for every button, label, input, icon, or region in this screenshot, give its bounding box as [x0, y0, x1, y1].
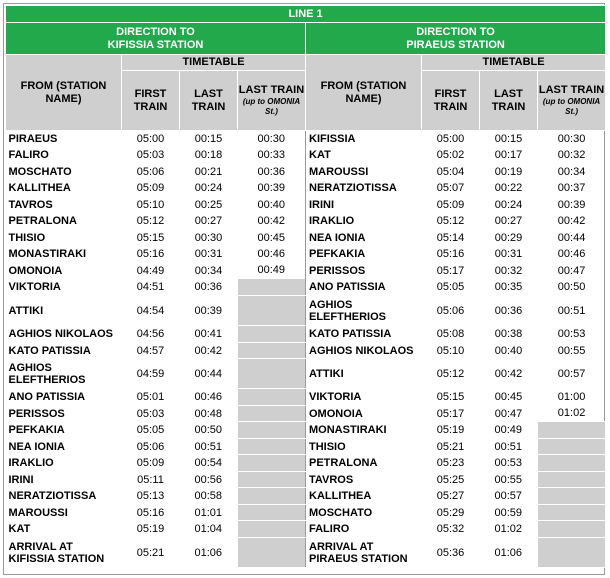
first-train-time: 04:54 — [136, 304, 165, 317]
last-train-time: 00:42 — [194, 344, 223, 357]
no-service-cell — [238, 538, 306, 568]
table-row — [6, 389, 606, 406]
last-train-header: LAST TRAIN — [480, 71, 538, 131]
table-row — [6, 164, 606, 180]
from-station-header: FROM (STATION NAME) — [306, 55, 422, 131]
last-train-time: 00:30 — [194, 231, 223, 244]
first-train-time: 05:16 — [136, 248, 165, 260]
first-train-time: 05:05 — [436, 281, 465, 293]
last-train-omonia-note: (up to OMONIA St.) — [242, 97, 301, 116]
station-name: OMONOIA — [309, 407, 363, 420]
last-train-time: 01:06 — [194, 546, 223, 559]
last-train-time: 00:22 — [494, 182, 523, 194]
table-row — [6, 455, 606, 472]
last-train-time: 00:46 — [194, 391, 223, 403]
last-train-time: 00:49 — [494, 424, 523, 436]
table-row — [6, 439, 606, 455]
first-train-time: 05:09 — [436, 198, 465, 211]
last-train-omonia-header — [238, 71, 306, 131]
timetable-header: TIMETABLE — [122, 55, 306, 71]
last-train-time: 00:51 — [194, 440, 223, 453]
last-train-time: 00:54 — [194, 457, 223, 469]
no-service-cell — [538, 538, 606, 568]
last-train-time: 00:50 — [194, 424, 223, 436]
table-row — [6, 263, 606, 279]
table-row — [6, 538, 606, 568]
first-train-time: 05:12 — [436, 215, 465, 227]
station-name: NERATZIOTISSA — [309, 182, 397, 194]
timetable-table — [5, 5, 606, 568]
last-train-omonia-time: 01:02 — [557, 407, 586, 420]
table-row — [6, 406, 606, 422]
first-train-time: 05:06 — [436, 304, 465, 317]
station-name: IRAKLIO — [8, 457, 54, 469]
station-name: FALIRO — [8, 149, 49, 161]
last-train-time: 00:36 — [494, 304, 523, 317]
station-name: ARRIVAL AT PIRAEUS STATION — [309, 540, 408, 565]
first-train-time: 05:16 — [436, 248, 465, 260]
last-train-time: 01:02 — [494, 523, 523, 535]
last-train-omonia-time: 00:47 — [557, 264, 586, 277]
last-train-time: 00:42 — [494, 367, 523, 380]
first-train-time: 05:05 — [136, 424, 165, 436]
station-name: ARRIVAL AT KIFISSIA STATION — [8, 540, 105, 565]
first-train-time: 05:06 — [136, 165, 165, 178]
last-train-omonia-time: 00:42 — [557, 215, 586, 227]
no-service-cell — [538, 505, 606, 521]
no-service-cell — [238, 472, 306, 488]
last-train-time: 00:38 — [494, 328, 523, 340]
last-train-time: 00:31 — [194, 248, 223, 260]
last-train-omonia-time: 00:40 — [238, 197, 306, 213]
table-row — [6, 422, 606, 439]
last-train-time: 00:39 — [194, 304, 223, 317]
last-train-time: 00:18 — [194, 149, 223, 161]
no-service-cell — [238, 279, 306, 296]
first-train-time: 05:14 — [436, 231, 465, 244]
first-train-header: FIRST TRAIN — [122, 71, 180, 131]
last-train-omonia-time: 00:34 — [557, 165, 586, 178]
last-train-omonia-time: 00:50 — [557, 281, 586, 293]
first-train-time: 05:16 — [136, 506, 165, 519]
station-name: KAT — [8, 523, 31, 535]
no-service-cell — [538, 472, 606, 488]
first-train-time: 05:21 — [136, 546, 165, 559]
station-name: THISIO — [309, 440, 346, 453]
first-train-time: 05:21 — [436, 440, 465, 453]
last-train-omonia-title: LAST TRAIN — [538, 84, 605, 96]
station-name: FALIRO — [309, 523, 350, 535]
direction-kifissia-title — [6, 23, 306, 55]
station-name: NERATZIOTISSA — [8, 490, 97, 502]
table-row — [6, 505, 606, 521]
station-name: OMONOIA — [8, 264, 63, 277]
direction-kifissia-line2: KIFISSIA STATION — [107, 38, 204, 51]
last-train-time: 00:34 — [194, 264, 223, 277]
table-row — [6, 521, 606, 538]
last-train-omonia-time: 00:55 — [557, 344, 586, 357]
line-title: LINE 1 — [6, 6, 606, 23]
table-row — [6, 488, 606, 505]
last-train-time: 00:41 — [194, 328, 223, 340]
last-train-omonia-time: 00:53 — [557, 328, 586, 340]
station-name: ATTIKI — [309, 367, 344, 380]
last-train-time: 00:51 — [494, 440, 523, 453]
last-train-omonia-time: 00:30 — [557, 132, 586, 145]
station-name: VIKTORIA — [309, 391, 362, 403]
last-train-time: 00:45 — [494, 391, 523, 403]
last-train-time: 00:53 — [494, 457, 523, 469]
station-name: PEFKAKIA — [309, 248, 366, 260]
last-train-time: 00:27 — [194, 215, 223, 227]
station-name: ANO PATISSIA — [309, 281, 386, 293]
station-name: PETRALONA — [309, 457, 378, 469]
first-train-time: 05:09 — [136, 182, 165, 194]
station-name: IRINI — [8, 473, 34, 486]
last-train-time: 00:40 — [494, 344, 523, 357]
no-service-cell — [238, 521, 306, 538]
first-train-time: 05:32 — [436, 523, 465, 535]
station-name: MAROUSSI — [8, 506, 68, 519]
station-name: ATTIKI — [8, 304, 44, 317]
last-train-time: 00:55 — [494, 473, 523, 486]
last-train-time: 00:36 — [194, 281, 223, 293]
no-service-cell — [538, 488, 606, 505]
table-row — [6, 197, 606, 213]
station-name: NEA IONIA — [8, 440, 65, 453]
last-train-time: 00:21 — [194, 165, 223, 178]
table-row — [6, 279, 606, 296]
timetable-body — [6, 131, 606, 568]
direction-piraeus-line2: PIRAEUS STATION — [406, 38, 505, 51]
no-service-cell — [238, 505, 306, 521]
last-train-time: 00:29 — [494, 231, 523, 244]
last-train-time: 00:48 — [194, 407, 223, 420]
first-train-time: 05:36 — [436, 546, 465, 559]
station-name: NEA IONIA — [309, 231, 366, 244]
table-row — [6, 147, 606, 164]
last-train-omonia-header — [538, 71, 606, 131]
first-train-time: 05:27 — [436, 490, 465, 502]
no-service-cell — [238, 296, 306, 326]
station-name: MAROUSSI — [309, 165, 369, 178]
first-train-time: 05:04 — [436, 165, 465, 178]
last-train-omonia-time: 00:57 — [557, 367, 586, 380]
last-train-omonia-time: 00:46 — [557, 248, 586, 260]
last-train-time: 01:01 — [194, 506, 223, 519]
last-train-time: 00:15 — [194, 132, 223, 145]
first-train-time: 05:19 — [436, 424, 465, 436]
no-service-cell — [238, 406, 306, 422]
station-name: PETRALONA — [8, 215, 77, 227]
station-name: TAVROS — [309, 473, 354, 486]
station-name: KAT — [309, 149, 331, 161]
first-train-time: 05:03 — [136, 149, 165, 161]
first-train-time: 05:11 — [137, 473, 164, 486]
first-train-time: 05:13 — [136, 490, 165, 502]
last-train-omonia-time: 00:32 — [557, 149, 586, 161]
first-train-time: 05:08 — [436, 328, 465, 340]
table-row — [6, 180, 606, 197]
last-train-omonia-time: 00:51 — [557, 304, 586, 317]
last-train-time: 00:56 — [194, 473, 223, 486]
no-service-cell — [538, 439, 606, 455]
first-train-time: 04:56 — [136, 328, 165, 340]
first-train-header: FIRST TRAIN — [422, 71, 480, 131]
last-train-time: 00:59 — [494, 506, 523, 519]
first-train-time: 05:03 — [136, 407, 165, 420]
no-service-cell — [238, 359, 306, 389]
last-train-time: 00:58 — [194, 490, 223, 502]
last-train-omonia-time: 00:49 — [238, 263, 306, 279]
last-train-omonia-time: 01:00 — [557, 391, 586, 403]
first-train-time: 05:06 — [136, 440, 165, 453]
no-service-cell — [238, 389, 306, 406]
last-train-time: 00:24 — [494, 198, 523, 211]
station-name: KIFISSIA — [309, 132, 356, 145]
first-train-time: 05:07 — [436, 182, 465, 194]
first-train-time: 05:15 — [136, 231, 165, 244]
table-row — [6, 213, 606, 230]
last-train-omonia-time: 00:30 — [238, 131, 306, 147]
station-name: IRINI — [309, 198, 335, 211]
last-train-omonia-time: 00:39 — [557, 198, 586, 211]
direction-piraeus-title — [306, 23, 606, 55]
first-train-time: 04:57 — [136, 344, 165, 357]
last-train-time: 00:24 — [194, 182, 223, 194]
first-train-time: 04:51 — [136, 281, 165, 293]
last-train-time: 00:44 — [194, 367, 223, 380]
station-name: AGHIOS NIKOLAOS — [309, 344, 414, 357]
no-service-cell — [238, 343, 306, 359]
table-row — [6, 359, 606, 389]
first-train-time: 05:17 — [436, 407, 465, 420]
last-train-omonia-time: 00:33 — [238, 147, 306, 164]
station-name: PERISSOS — [309, 264, 366, 277]
timetable-frame — [3, 3, 605, 575]
last-train-omonia-title: LAST TRAIN — [238, 84, 305, 96]
station-name: MOSCHATO — [8, 165, 72, 178]
last-train-time: 01:06 — [494, 546, 523, 559]
station-name: PERISSOS — [8, 407, 65, 420]
first-train-time: 05:12 — [436, 367, 465, 380]
last-train-time: 01:04 — [194, 523, 223, 535]
station-name: MONASTIRAKI — [309, 424, 387, 436]
first-train-time: 05:10 — [436, 344, 465, 357]
last-train-time: 00:25 — [194, 198, 223, 211]
last-train-omonia-note: (up to OMONIA St.) — [542, 97, 601, 116]
last-train-time: 00:32 — [494, 264, 523, 277]
station-name: MONASTIRAKI — [8, 248, 87, 260]
station-name: PEFKAKIA — [8, 424, 65, 436]
first-train-time: 05:17 — [436, 264, 465, 277]
first-train-time: 05:19 — [136, 523, 165, 535]
no-service-cell — [538, 455, 606, 472]
first-train-time: 05:02 — [436, 149, 465, 161]
first-train-time: 05:09 — [136, 457, 165, 469]
last-train-header: LAST TRAIN — [180, 71, 238, 131]
first-train-time: 05:01 — [136, 391, 165, 403]
table-row — [6, 343, 606, 359]
last-train-time: 00:35 — [494, 281, 523, 293]
last-train-omonia-time: 00:46 — [238, 246, 306, 263]
no-service-cell — [538, 422, 606, 439]
first-train-time: 04:49 — [136, 264, 165, 277]
last-train-omonia-time: 00:44 — [557, 231, 586, 244]
last-train-time: 00:31 — [494, 248, 523, 260]
last-train-time: 00:19 — [494, 165, 523, 178]
last-train-omonia-time: 00:45 — [238, 230, 306, 246]
station-name: KATO PATISSIA — [309, 328, 392, 340]
no-service-cell — [238, 326, 306, 343]
from-station-header: FROM (STATION NAME) — [6, 55, 122, 131]
station-name: TAVROS — [8, 198, 53, 211]
first-train-time: 05:00 — [136, 132, 165, 145]
first-train-time: 05:00 — [436, 132, 465, 145]
station-name: VIKTORIA — [8, 281, 61, 293]
first-train-time: 05:10 — [136, 198, 165, 211]
station-name: ANO PATISSIA — [8, 391, 86, 403]
station-name: AGHIOS ELEFTHERIOS — [8, 361, 86, 386]
table-row — [6, 326, 606, 343]
first-train-time: 05:25 — [436, 473, 465, 486]
station-name: KALLITHEA — [309, 490, 372, 502]
no-service-cell — [238, 488, 306, 505]
table-row — [6, 472, 606, 488]
station-name: PIRAEUS — [8, 132, 58, 145]
last-train-omonia-time: 00:42 — [238, 213, 306, 230]
last-train-omonia-time: 00:36 — [238, 164, 306, 180]
timetable-header: TIMETABLE — [422, 55, 606, 71]
first-train-time: 05:15 — [436, 391, 465, 403]
last-train-time: 00:17 — [494, 149, 523, 161]
last-train-time: 00:27 — [494, 215, 523, 227]
station-name: AGHIOS NIKOLAOS — [8, 328, 114, 340]
first-train-time: 05:23 — [436, 457, 465, 469]
last-train-omonia-time: 00:37 — [557, 182, 586, 194]
direction-kifissia-line1: DIRECTION TO — [116, 25, 195, 38]
last-train-time: 00:57 — [494, 490, 523, 502]
direction-piraeus-line1: DIRECTION TO — [416, 25, 495, 38]
station-name: THISIO — [8, 231, 46, 244]
station-name: KATO PATISSIA — [8, 344, 91, 357]
station-name: KALLITHEA — [8, 182, 71, 194]
no-service-cell — [538, 521, 606, 538]
station-name: AGHIOS ELEFTHERIOS — [309, 298, 387, 323]
no-service-cell — [238, 439, 306, 455]
table-row — [6, 246, 606, 263]
first-train-time: 05:12 — [136, 215, 165, 227]
last-train-time: 00:15 — [494, 132, 523, 145]
table-row — [6, 230, 606, 246]
no-service-cell — [238, 455, 306, 472]
last-train-omonia-time: 00:39 — [238, 180, 306, 197]
no-service-cell — [238, 422, 306, 439]
last-train-time: 00:47 — [494, 407, 523, 420]
first-train-time: 04:59 — [136, 367, 165, 380]
station-name: IRAKLIO — [309, 215, 355, 227]
first-train-time: 05:29 — [436, 506, 465, 519]
station-name: MOSCHATO — [309, 506, 373, 519]
table-row — [6, 131, 606, 147]
table-row — [6, 296, 606, 326]
